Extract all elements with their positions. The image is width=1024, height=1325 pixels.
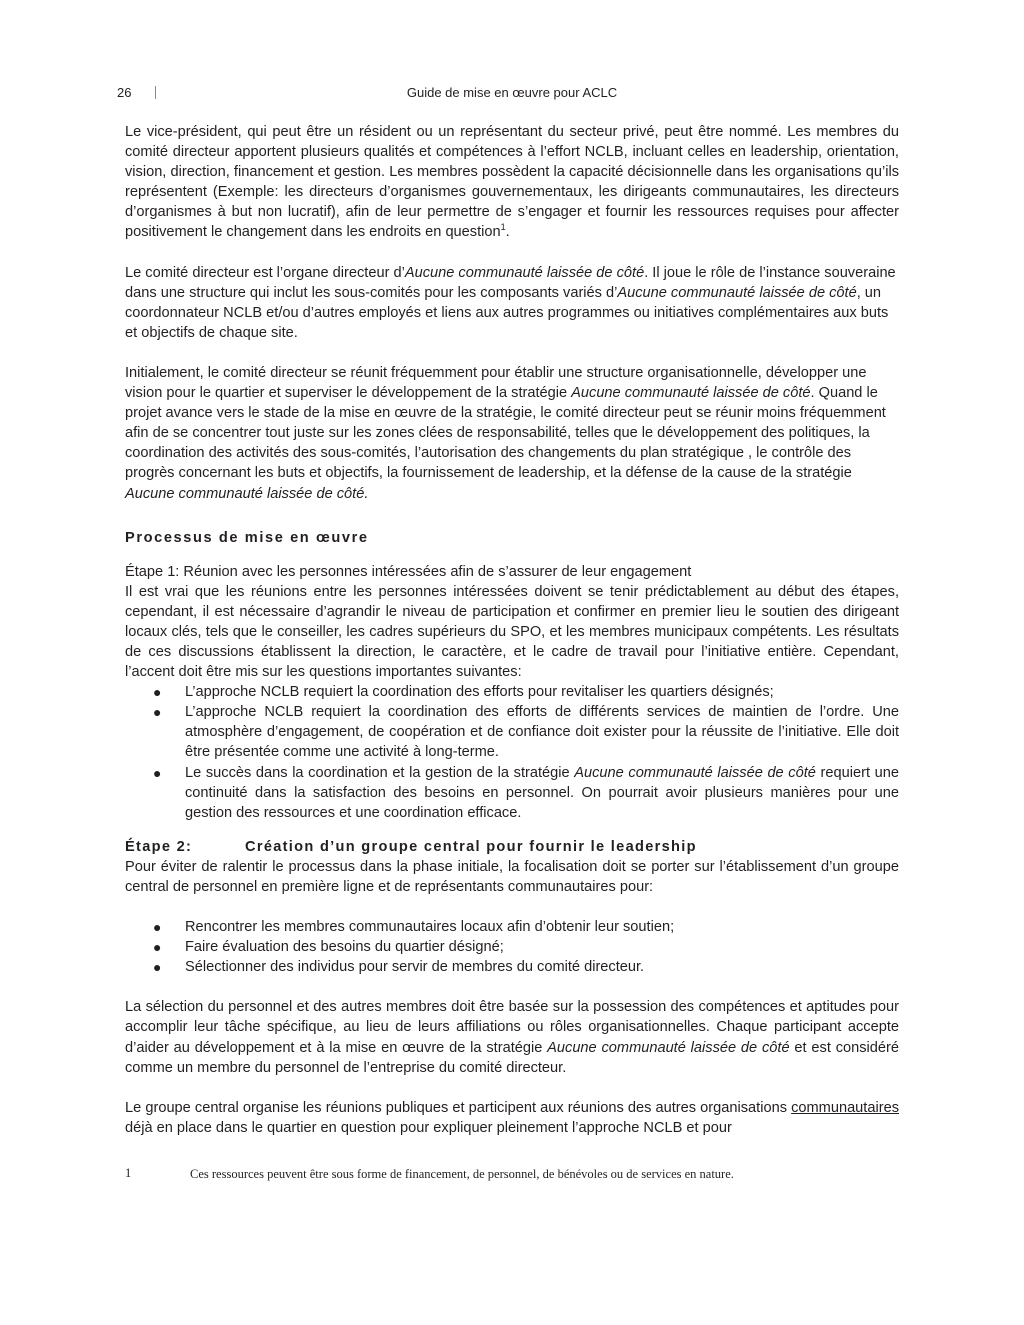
footnote-number: 1 xyxy=(125,1166,132,1180)
list-item xyxy=(125,937,899,957)
step1-body: Il est vrai que les réunions entre les personnes intéressées doivent se tenir prédictablement au début des étapes, cependant, il est nécessaire d’agrandir le niveau de participation et confirmer en premier lieu le soutien des dirigeant locaux clés, tels que le conseiller, les cadres supérieurs du SPO, et les membres municipaux compétents. Les résultats de ces discussions établissent la direction, le caractère, et le cadre de travail pour l’initiative entière. Cependant, l’accent doit être mis sur les questions importantes suivantes: xyxy=(125,583,899,681)
list-item xyxy=(125,917,899,937)
list-item xyxy=(125,763,899,823)
list-item-text: Rencontrer les membres communautaires locaux afin d’obtenir leur soutien; xyxy=(185,919,675,936)
step2-heading xyxy=(125,837,899,857)
list-item-text: Le succès dans la coordination et la gestion de la stratégie xyxy=(185,764,575,781)
paragraph-steering-committee xyxy=(125,122,899,243)
paragraph-text: Initialement, le comité directeur se réunit fréquemment pour établir une structure organisationnelle, développer une vision pour le quartier et superviser le développement de la stratégie xyxy=(125,364,867,402)
step1-bullet-list xyxy=(125,682,899,823)
paragraph-text: . xyxy=(505,224,510,241)
paragraph-text: , un coordonnateur NCLB et/ou d’autres employés et liens aux autres programmes ou initiatives complémentaires aux buts et objectifs de chaque site. xyxy=(125,284,889,341)
emphasis-text: Aucune communauté laissée de côté xyxy=(571,385,811,402)
page-header xyxy=(0,85,1024,105)
list-item-text: Sélectionner des individus pour servir de membres du comité directeur. xyxy=(185,959,645,976)
paragraph-text: Le vice-président, qui peut être un résident ou un représentant du secteur privé, peut être nommé. Les membres du comité directeur apportent plusieurs qualités et compétences à l’effort NCLB, incluant celles en leadership, orientation, vision, direction, financement et gestion. Les membres possèdent la capacité décisionnelle dans les organisations qu’ils représentent (Exemple: les directeurs d’organismes gouvernementaux, les dirigeants communautaires, les directeurs d’organismes à but non lucratif), afin de leur permettre de s’engager et fournir les ressources requises pour affecter positivement le changement dans les endroits en question xyxy=(125,124,899,241)
step2-label: Étape 2: xyxy=(125,838,193,855)
footnote-reference: 1 xyxy=(500,222,506,233)
bullet-icon: ● xyxy=(153,959,162,976)
paragraph-text: Le comité directeur est l’organe directeur d’ xyxy=(125,264,405,281)
section-heading: Processus de mise en œuvre xyxy=(125,529,369,546)
document-body xyxy=(125,122,899,1138)
paragraph-text: La sélection du personnel et des autres membres doit être basée sur la possession des compétences et aptitudes pour accomplir leur tâche spécifique, au lieu de leurs affiliations ou rôles organisationnelles. Chaque participant accepte d’aider au développement et à la mise en œuvre de la stratégie xyxy=(125,999,899,1056)
step2-intro: Pour éviter de ralentir le processus dans la phase initiale, la focalisation doit se porter sur l’établissement d’un groupe central de personnel en première ligne et de représentants communautaires pour: xyxy=(125,858,899,895)
list-item xyxy=(125,702,899,762)
paragraph-text: et est considéré comme un membre du personnel de l’entreprise du comité directeur. xyxy=(125,1039,899,1076)
bullet-icon: ● xyxy=(153,704,162,721)
underlined-text: communautaires xyxy=(791,1099,899,1116)
paragraph-text: . Il joue le rôle de l’instance souveraine dans une structure qui inclut les sous-comités pour les composants variés d’ xyxy=(125,264,896,301)
paragraph-governing-body xyxy=(125,263,899,343)
emphasis-text: Aucune communauté laissée de côté xyxy=(574,764,816,781)
page-number: 26 xyxy=(117,85,132,100)
paragraph-text: . Quand le projet avance vers le stade de la mise en œuvre de la stratégie, le comité directeur peut se réunir moins fréquemment afin de se concentrer tout juste sur les zones clées de responsabilité, telles que le développement des politiques, la coordination des activités des sous-comités, l’autorisation des changements du plan stratégique , le contrôle des progrès concernant les buts et objectifs, la fournissement de leadership, et la défense de la cause de la stratégie xyxy=(125,385,886,482)
emphasis-text: Aucune communauté laissée de côté xyxy=(404,264,645,281)
bullet-icon: ● xyxy=(153,919,162,936)
list-item-text: L’approche NCLB requiert la coordination des efforts de différents services de maintien de l’ordre. Une atmosphère d’engagement, de coopération et de confiance doit exister pour la réussite de l’initiative. Elle doit être présentée comme une activité à long-terme. xyxy=(185,704,899,761)
emphasis-text: Aucune communauté laissée de côté. xyxy=(125,485,369,502)
list-item-text: requiert une continuité dans la satisfaction des besoins en personnel. On pourrait avoir plusieurs manières pour une gestion des ressources et une coordination efficace. xyxy=(185,764,899,821)
bullet-icon: ● xyxy=(153,684,162,701)
step2-title: Création d’un groupe central pour fournir le leadership xyxy=(245,838,697,855)
running-title: Guide de mise en œuvre pour ACLC xyxy=(406,85,618,100)
emphasis-text: Aucune communauté laissée de côté xyxy=(617,284,857,301)
paragraph-text: déjà en place dans le quartier en question pour expliquer pleinement l’approche NCLB et pour xyxy=(125,1119,732,1136)
bullet-icon: ● xyxy=(153,939,162,956)
list-item-text: Faire évaluation des besoins du quartier désigné; xyxy=(185,939,504,956)
bullet-icon: ● xyxy=(153,764,162,781)
emphasis-text: Aucune communauté laissée de côté xyxy=(547,1039,790,1056)
step1-title: Étape 1: Réunion avec les personnes intéressées afin de s’assurer de leur engagement xyxy=(125,563,692,580)
footnote-text: Ces ressources peuvent être sous forme de financement, de personnel, de bénévoles ou de services en nature. xyxy=(190,1167,734,1181)
paragraph-central-group xyxy=(125,1098,899,1138)
list-item xyxy=(125,957,899,977)
paragraph-initial-meetings xyxy=(125,363,899,504)
list-item-text: L’approche NCLB requiert la coordination des efforts pour revitaliser les quartiers désignés; xyxy=(185,684,774,701)
paragraph-text: Le groupe central organise les réunions publiques et participent aux réunions des autres organisations xyxy=(125,1099,792,1116)
list-item xyxy=(125,682,899,702)
paragraph-selection xyxy=(125,997,899,1077)
step2-bullet-list xyxy=(125,917,899,977)
